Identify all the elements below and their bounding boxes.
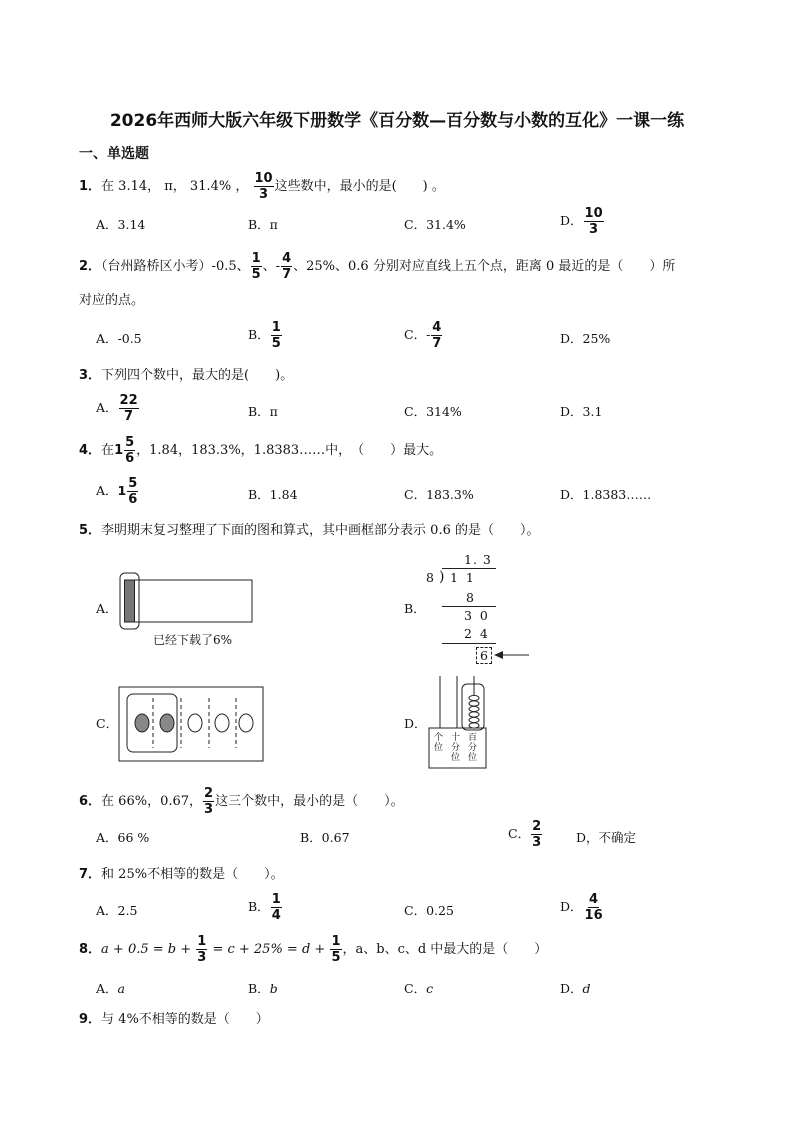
option-label: A． [96,400,118,415]
option-value: a [117,981,125,996]
question-3 [79,367,293,385]
question-text: 下列四个数中，最大的是( )。 [101,368,294,383]
division-bracket: ) [439,569,445,585]
option-label: C．- [404,327,431,342]
option-c[interactable]: C．31.4% [404,217,466,232]
numerator: 4 [589,892,599,907]
fraction [584,893,604,922]
denominator: 3 [589,222,599,237]
option-b[interactable]: B．1.84 [248,487,298,502]
numerator: 22 [119,393,138,408]
option-d[interactable]: D．1.8383…… [560,487,652,502]
download-bar-figure [118,571,258,635]
numerator: 5 [125,435,135,450]
fraction [330,935,341,964]
option-label: C． [508,826,531,841]
fraction [124,436,135,465]
option-a[interactable]: A．3.14 [96,217,146,232]
denominator: 7 [432,336,442,351]
numerator: 5 [128,476,138,491]
option-label: B． [248,899,270,914]
option-a[interactable]: A．-0.5 [96,331,142,346]
option-c[interactable] [508,820,543,849]
numerator: 10 [584,206,603,221]
option-b[interactable] [248,893,283,922]
option-value: c [426,981,434,996]
question-1 [79,172,445,201]
fraction [254,172,274,201]
question-text: 、25%、0.6 分别对应直线上五个点，距离 0 最近的是（ ）所 [293,259,676,274]
denominator: 6 [125,451,135,466]
question-number: 6． [79,794,102,809]
question-text: 、- [262,259,281,274]
mixed-whole: 1 [117,483,127,498]
question-text: （台州路桥区小考）-0.5、 [101,259,250,274]
question-number: 4． [79,443,102,458]
question-number: 5． [79,523,102,538]
denominator: 7 [124,409,134,424]
denominator: 5 [331,950,341,965]
option-b[interactable]: B．π [248,217,278,232]
division-line [442,643,496,644]
fraction [281,252,292,281]
question-text: 与 4%不相等的数是（ ） [101,1012,269,1027]
numerator: 2 [532,819,542,834]
question-5 [79,522,540,540]
numerator: 2 [204,786,214,801]
option-label: B． [248,327,270,342]
circles-svg [118,686,264,762]
numerator: 10 [254,171,273,186]
option-b[interactable]: B．π [248,404,278,419]
division-dividend: 1 1 [450,570,476,585]
option-c[interactable] [404,980,433,998]
denominator: 5 [271,336,281,351]
question-text: 这些数中，最小的是( ) 。 [274,179,445,194]
abacus-label-tenths: 十分位 [451,733,461,763]
question-text: ，1.84，183.3%，1.8383……中， （ ）最大。 [136,443,443,458]
denominator: 5 [251,267,261,282]
division-row: 3 0 [464,608,490,623]
question-text: 和 25%不相等的数是（ ）。 [101,867,284,882]
download-bar-svg [118,571,258,631]
fraction [271,321,282,350]
option-d[interactable]: D．3.1 [560,404,603,419]
option-d[interactable]: D．25% [560,331,611,346]
denominator: 3 [259,187,269,202]
question-9 [79,1011,269,1029]
equation-part: = c + 25% = d + [208,942,330,957]
numerator: 4 [282,251,292,266]
question-4 [79,436,442,465]
option-label: D． [560,899,583,914]
option-d[interactable] [560,207,605,236]
numerator: 1 [197,934,207,949]
fraction [203,787,214,816]
arrow-left-icon [494,648,530,662]
option-c[interactable]: C．314% [404,404,462,419]
option-a[interactable]: A．66 % [96,830,150,845]
abacus-label-ones: 个位 [434,733,444,753]
question-number: 7． [79,867,102,882]
division-quotient: 1. 3 [464,552,492,567]
question-text: 在 66%，0.67， [101,794,203,809]
numerator: 1 [251,251,261,266]
fraction [196,935,207,964]
fraction [127,477,138,506]
question-number: 2． [79,259,102,274]
equation-part: a + 0.5 = b + [101,942,196,957]
option-c[interactable]: C．0.25 [404,903,454,918]
page-title: 2026年西师大版六年级下册数学《百分数—百分数与小数的互化》一课一练 [109,111,685,131]
question-7 [79,866,284,884]
fraction [431,321,442,350]
question-6 [79,787,404,816]
division-bar [442,568,496,569]
option-d[interactable] [560,980,591,998]
option-value: d [582,981,591,996]
question-text: 在 3.14， π， 31.4% ， [101,179,253,194]
question-text: 在 [101,443,115,458]
option-c[interactable]: C．183.3% [404,487,474,502]
question-text-line2: 对应的点。 [79,293,145,308]
option-c[interactable]: C． [96,716,119,731]
section-heading: 一、单选题 [79,146,149,162]
mixed-whole: 1 [114,443,124,458]
division-row: 8 [466,590,474,605]
division-remainder-box: 6 [476,647,492,664]
denominator: 16 [584,908,603,923]
denominator: 4 [271,908,281,923]
denominator: 6 [128,492,138,507]
denominator: 7 [282,267,292,282]
abacus-figure [428,676,488,770]
option-b[interactable] [248,980,278,998]
option-b[interactable] [248,321,283,350]
option-c[interactable] [404,321,443,350]
option-d[interactable] [560,893,605,922]
question-text: ，a、b、c、d 中最大的是（ ） [342,942,548,957]
division-divisor: 8 [426,570,434,585]
option-d[interactable]: D，不确定 [576,830,637,845]
option-label: A． [96,483,118,498]
option-d[interactable]: D． [404,716,427,731]
option-a[interactable]: A．2.5 [96,903,138,918]
option-a[interactable]: A． [96,601,118,616]
question-number: 1． [79,179,102,194]
option-a[interactable] [96,394,140,423]
question-text: 李明期末复习整理了下面的图和算式，其中画框部分表示 0.6 的是（ ）。 [101,523,540,538]
fraction [584,207,604,236]
option-label: D． [560,213,583,228]
option-value: b [269,981,278,996]
option-label: B． [248,981,270,996]
denominator: 3 [532,835,542,850]
option-b[interactable]: B．0.67 [300,830,350,845]
abacus-label-hundredths: 百分位 [468,733,478,763]
numerator: 1 [271,892,281,907]
option-a[interactable] [96,477,139,506]
question-8 [79,935,547,964]
question-number: 9． [79,1012,102,1027]
question-number: 8． [79,942,102,957]
fraction [251,252,262,281]
denominator: 3 [204,802,214,817]
numerator: 1 [271,320,281,335]
fraction [271,893,282,922]
division-line [442,606,496,607]
question-2 [79,252,675,281]
question-text: 这三个数中，最小的是（ ）。 [215,794,404,809]
option-a[interactable] [96,980,125,998]
long-division-figure [424,550,534,670]
division-row: 2 4 [464,626,490,641]
circles-figure [118,686,264,766]
fraction [119,394,139,423]
denominator: 3 [197,950,207,965]
question-number: 3． [79,368,102,383]
option-b[interactable]: B． [404,601,426,616]
numerator: 4 [432,320,442,335]
numerator: 1 [331,934,341,949]
fraction [531,820,542,849]
download-caption: 已经下载了6% [153,633,233,647]
option-label: A． [96,981,118,996]
option-label: C． [404,981,427,996]
option-label: D． [560,981,583,996]
